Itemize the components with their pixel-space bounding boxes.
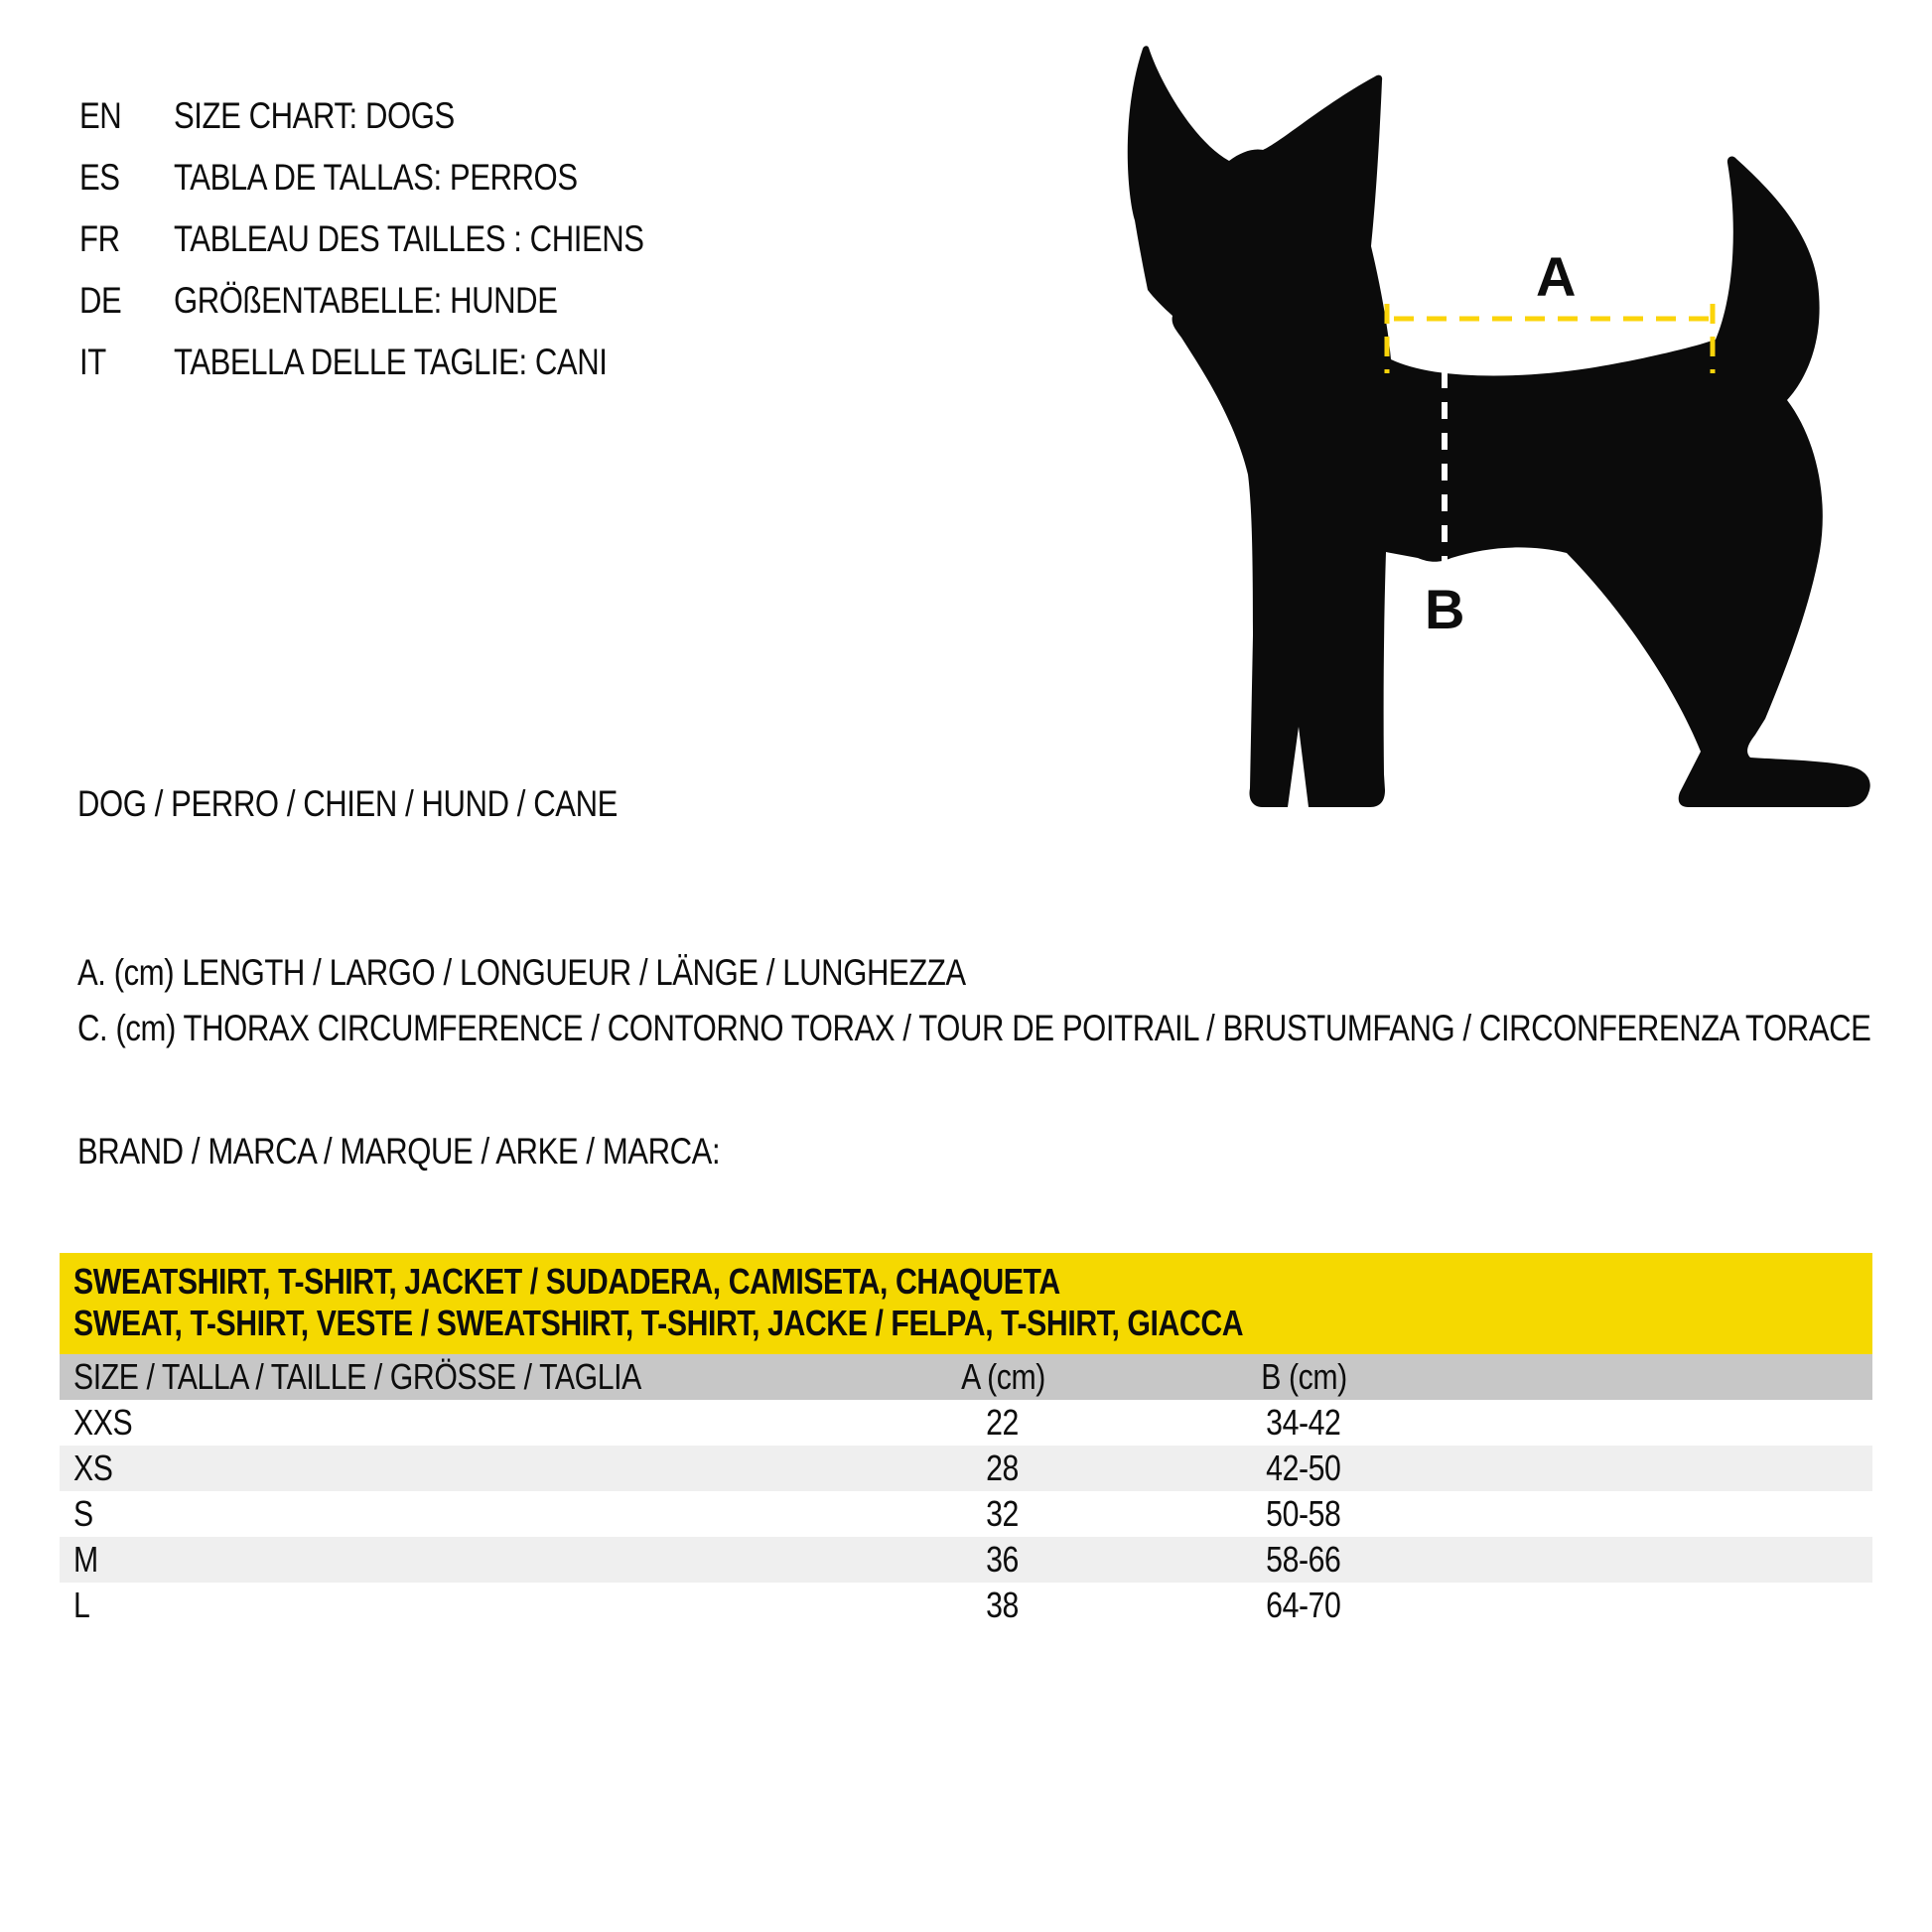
lang-code-de: DE: [79, 280, 122, 321]
size-cell: L: [73, 1585, 90, 1625]
lang-code-es: ES: [79, 157, 120, 198]
page-title-it: TABELLA DELLE TAGLIE: CANI: [174, 342, 608, 382]
band-line-2: SWEAT, T-SHIRT, VESTE / SWEATSHIRT, T-SHIRT, JACKE / FELPA, T-SHIRT, GIACCA: [73, 1303, 1244, 1343]
lang-code-it: IT: [79, 342, 106, 382]
a-cell: 22: [986, 1402, 1020, 1443]
dog-measurement-figure: [1052, 20, 1906, 834]
legend-line-c: C. (cm) THORAX CIRCUMFERENCE / CONTORNO TORAX / TOUR DE POITRAIL / BRUSTUMFANG / CIRCONFERENZA TORACE: [77, 1008, 1871, 1048]
lang-code-fr: FR: [79, 218, 120, 259]
a-cell: 32: [986, 1493, 1020, 1534]
dog-silhouette: [1128, 46, 1870, 807]
column-header-size: SIZE / TALLA / TAILLE / GRÖSSE / TAGLIA: [73, 1356, 641, 1397]
page-title-es: TABLA DE TALLAS: PERROS: [174, 157, 578, 198]
column-header-b: B (cm): [1260, 1356, 1347, 1397]
brand-line: BRAND / MARCA / MARQUE / ARKE / MARCA:: [77, 1131, 721, 1172]
size-cell: XXS: [73, 1402, 133, 1443]
table-row-xs: [60, 1446, 1872, 1491]
size-cell: M: [73, 1539, 98, 1580]
measure-label-b: B: [1425, 578, 1465, 640]
band-line-1: SWEATSHIRT, T-SHIRT, JACKET / SUDADERA, CAMISETA, CHAQUETA: [73, 1261, 1060, 1302]
table-row-m: [60, 1537, 1872, 1583]
b-cell: 58-66: [1266, 1539, 1341, 1580]
b-cell: 50-58: [1266, 1493, 1341, 1534]
page-title-fr: TABLEAU DES TAILLES : CHIENS: [174, 218, 644, 259]
size-cell: XS: [73, 1448, 113, 1488]
b-cell: 64-70: [1266, 1585, 1341, 1625]
page-title-de: GRÖßENTABELLE: HUNDE: [174, 280, 558, 321]
size-table-header-row: [60, 1354, 1872, 1400]
dog-silhouette-svg: [1052, 20, 1906, 834]
table-row-s: [60, 1491, 1872, 1537]
table-row-xxs: [60, 1400, 1872, 1446]
column-header-a: A (cm): [960, 1356, 1045, 1397]
b-cell: 42-50: [1266, 1448, 1341, 1488]
a-cell: 28: [986, 1448, 1020, 1488]
figure-caption: DOG / PERRO / CHIEN / HUND / CANE: [77, 783, 618, 824]
legend-line-a: A. (cm) LENGTH / LARGO / LONGUEUR / LÄNGE / LUNGHEZZA: [77, 952, 966, 993]
a-cell: 36: [986, 1539, 1020, 1580]
size-table: [60, 1253, 1872, 1628]
table-row-l: [60, 1583, 1872, 1628]
page-title-en: SIZE CHART: DOGS: [174, 95, 455, 136]
b-cell: 34-42: [1266, 1402, 1341, 1443]
a-cell: 38: [986, 1585, 1020, 1625]
lang-code-en: EN: [79, 95, 122, 136]
size-table-yellow-band: [60, 1253, 1872, 1354]
size-cell: S: [73, 1493, 93, 1534]
measure-label-a: A: [1536, 245, 1577, 308]
